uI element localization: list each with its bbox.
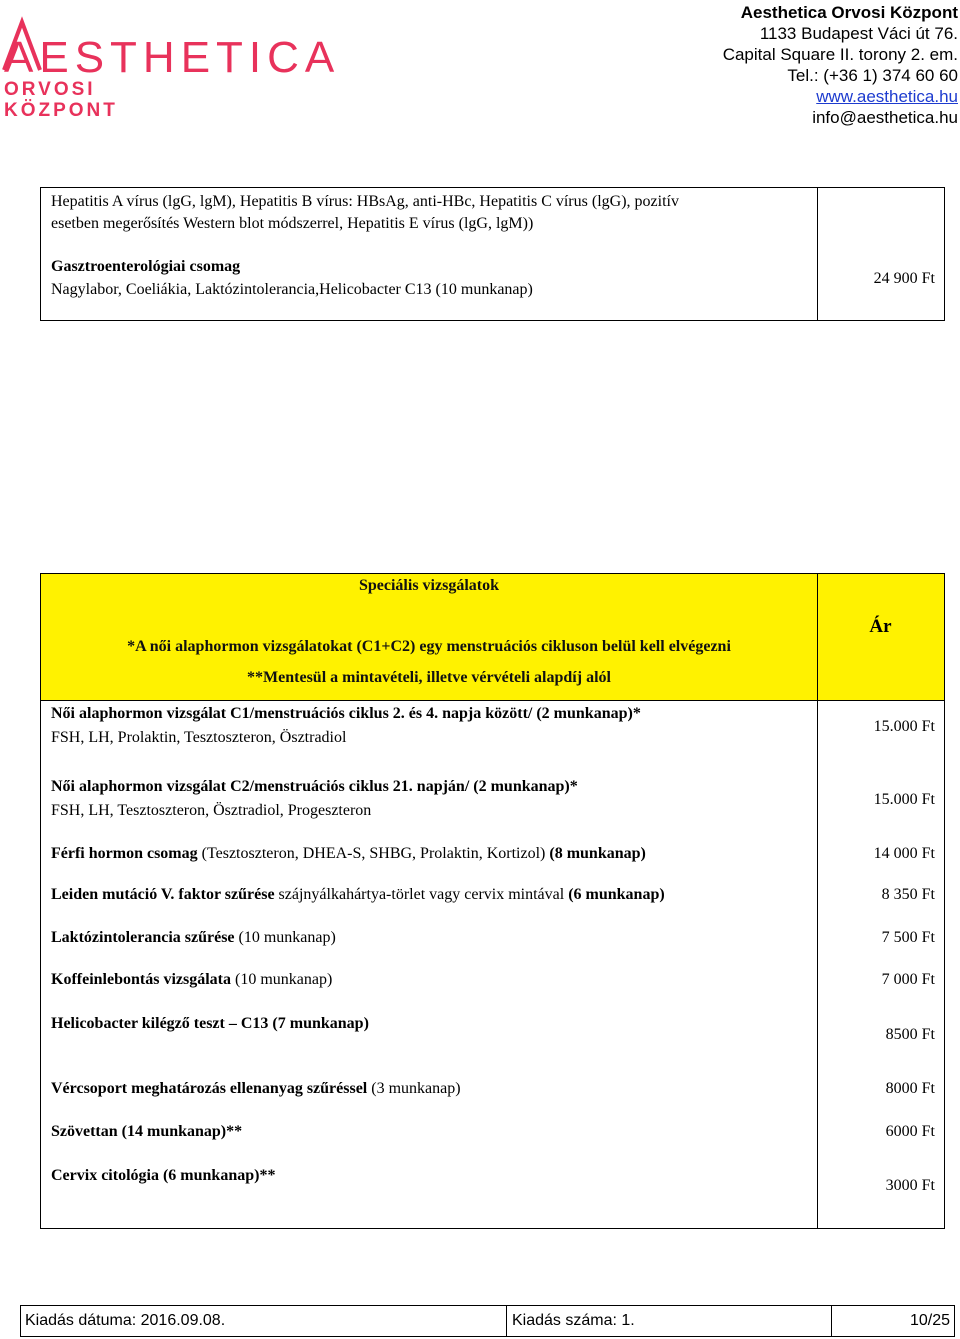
row-desc: (6 munkanap)** (158, 1167, 276, 1184)
row-price: 8 350 Ft (881, 886, 935, 903)
price-header: Ár (869, 616, 892, 637)
row-suffix: (8 munkanap) (549, 845, 646, 862)
row-price: 7 000 Ft (881, 971, 935, 988)
org-name: Aesthetica Orvosi Központ (740, 3, 958, 22)
row-title: Női alaphormon vizsgálat C2/menstruációs ciklus 21. napján/ (2 munkanap)* (51, 778, 578, 795)
row-title: Helicobacter kilégző teszt – C13 (51, 1015, 269, 1032)
section-title: Speciális vizsgálatok (358, 577, 499, 594)
row-desc: (14 munkanap)** (117, 1123, 243, 1140)
issue-number: Kiadás száma: 1. (512, 1312, 635, 1329)
row-desc: FSH, LH, Tesztoszteron, Ösztradiol, Progeszteron (51, 802, 372, 819)
package-title: Gasztroenterológiai csomag (51, 258, 241, 275)
row-price: 3000 Ft (885, 1177, 935, 1194)
row-title: Férfi hormon csomag (51, 845, 198, 862)
table-row (51, 926, 336, 950)
row-price: 8500 Ft (885, 1026, 935, 1043)
issue-date: Kiadás dátuma: 2016.09.08. (25, 1312, 226, 1329)
row-desc: szájnyálkahártya-törlet vagy cervix mintával (274, 886, 569, 903)
table-row (51, 702, 641, 750)
logo-sub1: ORVOSI (4, 79, 96, 100)
website-link[interactable]: www.aesthetica.hu (816, 87, 958, 106)
row-desc: (10 munkanap) (231, 971, 333, 988)
table-row (51, 968, 332, 992)
row-title: Vércsoport meghatározás ellenanyag szűréssel (51, 1080, 368, 1097)
row-suffix: (6 munkanap) (568, 886, 665, 903)
row-price: 6000 Ft (885, 1123, 935, 1140)
phone: Tel.: (+36 1) 374 60 60 (787, 66, 958, 85)
table-row (51, 883, 665, 907)
row-title: Leiden mutáció V. faktor szűrése (51, 886, 275, 903)
page-number: 10/25 (909, 1312, 950, 1329)
logo-sub2: KÖZPONT (4, 100, 118, 121)
footer-bar (20, 1305, 955, 1337)
hepatitis-line-1: Hepatitis A vírus (lgG, lgM), Hepatitis B vírus: HBsAg, anti-HBc, Hepatitis C vírus (lgG), pozitív (51, 193, 679, 210)
logo-brand: AESTHETICA (4, 33, 341, 82)
row-price: 15.000 Ft (873, 791, 935, 808)
row-title: Koffeinlebontás vizsgálata (51, 971, 231, 988)
package-desc: Nagylabor, Coeliákia, Laktózintolerancia,Helicobacter C13 (10 munkanap) (51, 281, 533, 298)
row-price: 14 000 Ft (873, 845, 935, 862)
hepatitis-line-2: esetben megerősítés Western blot módszerrel, Hepatitis E vírus (lgG, lgM)) (51, 215, 534, 232)
contact-block (723, 2, 958, 128)
footer-divider (506, 1306, 507, 1336)
row-price: 8000 Ft (885, 1080, 935, 1097)
row-title: Szövettan (51, 1123, 118, 1140)
note-2: **Mentesül a mintavételi, illetve vérvételi alapdíj alól (247, 669, 611, 686)
note-1: *A női alaphormon vizsgálatokat (C1+C2) egy menstruációs cikluson belül kell elvégezni (127, 638, 731, 655)
column-divider (817, 188, 818, 320)
table-row (51, 775, 578, 823)
email[interactable]: info@aesthetica.hu (812, 108, 958, 127)
special-tests-table (40, 573, 945, 1229)
row-title: Női alaphormon vizsgálat C1/menstruációs ciklus 2. és 4. napja között/ (2 munkanap)* (51, 705, 641, 722)
table-row (51, 842, 646, 866)
row-desc: (10 munkanap) (234, 929, 336, 946)
aesthetica-logo (0, 0, 341, 130)
row-price: 15.000 Ft (873, 718, 935, 735)
header-divider (41, 700, 944, 701)
row-desc: (7 munkanap) (268, 1015, 369, 1032)
row-title: Cervix citológia (51, 1167, 159, 1184)
row-desc: (3 munkanap) (367, 1080, 461, 1097)
address-line-2: Capital Square II. torony 2. em. (722, 45, 958, 64)
gastro-table (40, 187, 945, 321)
row-desc: FSH, LH, Prolaktin, Tesztoszteron, Ösztradiol (51, 729, 347, 746)
footer-divider (831, 1306, 832, 1336)
row-title: Laktózintolerancia szűrése (51, 929, 235, 946)
table-row (51, 1077, 461, 1101)
address-line-1: 1133 Budapest Váci út 76. (759, 24, 958, 43)
table-row (51, 1120, 242, 1144)
column-divider (817, 574, 818, 1228)
table-row (51, 1012, 369, 1036)
row-price: 7 500 Ft (881, 929, 935, 946)
table-row (51, 1164, 275, 1188)
package-price: 24 900 Ft (873, 270, 935, 287)
row-desc: (Tesztoszteron, DHEA-S, SHBG, Prolaktin, Kortizol) (197, 845, 550, 862)
